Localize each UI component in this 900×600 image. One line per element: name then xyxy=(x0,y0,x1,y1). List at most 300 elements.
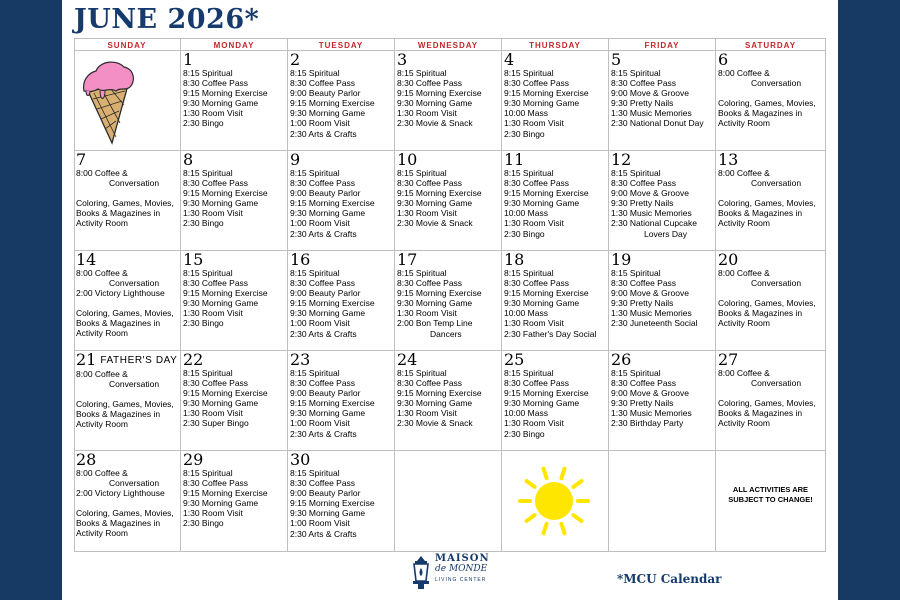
day-number xyxy=(397,251,499,268)
event-item: Coloring, Games, Movies, xyxy=(76,399,174,410)
event-item: Books & Magazines in xyxy=(718,208,803,219)
event-item: Dancers xyxy=(430,328,462,339)
day-number xyxy=(183,51,285,68)
event-item: 2:30 Arts & Crafts xyxy=(290,328,357,339)
event-spacer xyxy=(76,498,178,508)
event-item: 9:15 Morning Exercise xyxy=(504,288,589,299)
day-cell-1 xyxy=(181,51,288,151)
day-number-text: 14 xyxy=(76,251,97,269)
event-item: Activity Room xyxy=(718,418,770,429)
day-number xyxy=(718,51,823,68)
event-item: 9:15 Morning Exercise xyxy=(290,198,375,209)
day-header-tuesday: TUESDAY xyxy=(288,38,395,51)
day-number xyxy=(290,151,392,168)
event-item: 9:30 Morning Game xyxy=(183,398,259,409)
day-number-text: 4 xyxy=(504,51,515,69)
day-cell-21 xyxy=(74,351,181,451)
event-item: 8:00 Coffee & xyxy=(76,168,128,178)
event-item: 8:30 Coffee Pass xyxy=(183,278,249,289)
event-item: 9:30 Morning Game xyxy=(504,298,580,309)
day-cell-8 xyxy=(181,151,288,251)
day-cell-28 xyxy=(74,451,181,552)
event-item: 1:30 Room Visit xyxy=(183,308,243,319)
day-number-text: 3 xyxy=(397,51,408,69)
day-cell-22 xyxy=(181,351,288,451)
event-item: 2:00 Victory Lighthouse xyxy=(76,288,165,299)
event-item: 1:30 Room Visit xyxy=(504,318,564,329)
day-cell-30 xyxy=(288,451,395,552)
day-number-text: 15 xyxy=(183,251,204,269)
calendar-page xyxy=(62,0,838,600)
event-item: 1:30 Room Visit xyxy=(183,108,243,119)
logo-text-living-center: LIVING CENTER xyxy=(435,577,487,583)
day-number xyxy=(504,351,606,368)
event-item: 1:30 Music Memories xyxy=(611,108,692,119)
event-item: 9:30 Morning Game xyxy=(290,108,366,119)
event-item: Conversation xyxy=(751,178,802,189)
event-item: 9:15 Morning Exercise xyxy=(290,498,375,509)
event-item: Activity Room xyxy=(76,218,128,229)
event-item: Books & Magazines in xyxy=(718,308,803,319)
empty-day-cell xyxy=(609,451,716,552)
day-number xyxy=(718,151,823,168)
event-item: 8:30 Coffee Pass xyxy=(397,278,463,289)
event-item: 8:15 Spiritual xyxy=(183,168,233,178)
event-item: 8:30 Coffee Pass xyxy=(183,78,249,89)
day-cell-29 xyxy=(181,451,288,552)
event-item: 8:30 Coffee Pass xyxy=(397,378,463,389)
event-item: 1:00 Room Visit xyxy=(290,318,350,329)
day-cell-15 xyxy=(181,251,288,351)
event-item: 2:30 Super Bingo xyxy=(183,418,249,429)
event-item: 9:30 Pretty Nails xyxy=(611,98,674,109)
event-item: 9:00 Move & Groove xyxy=(611,88,689,99)
event-item: 9:30 Morning Game xyxy=(183,498,259,509)
empty-day-cell xyxy=(502,451,609,552)
day-cell-19 xyxy=(609,251,716,351)
day-header-sunday: SUNDAY xyxy=(74,38,181,51)
event-item: 8:15 Spiritual xyxy=(397,368,447,378)
day-cell-25 xyxy=(502,351,609,451)
event-item: 1:30 Music Memories xyxy=(611,308,692,319)
event-item: 9:30 Morning Game xyxy=(290,508,366,519)
event-item: Books & Magazines in xyxy=(76,409,161,420)
maison-de-monde-logo xyxy=(410,553,492,593)
day-number-text: 27 xyxy=(718,351,739,369)
event-item: 9:15 Morning Exercise xyxy=(183,388,268,399)
day-number xyxy=(290,51,392,68)
event-item: 8:00 Coffee & xyxy=(76,369,128,379)
event-item: 8:15 Spiritual xyxy=(397,68,447,78)
day-number-text: 1 xyxy=(183,51,194,69)
event-item: 8:00 Coffee & xyxy=(718,68,770,78)
day-number xyxy=(76,351,178,369)
event-item: 8:15 Spiritual xyxy=(183,268,233,278)
event-item: 8:15 Spiritual xyxy=(504,68,554,78)
event-item: 8:15 Spiritual xyxy=(504,268,554,278)
day-number-text: 23 xyxy=(290,351,311,369)
event-item: 2:30 Movie & Snack xyxy=(397,218,473,229)
day-cell-16 xyxy=(288,251,395,351)
event-item: 8:15 Spiritual xyxy=(183,368,233,378)
event-item: 9:15 Morning Exercise xyxy=(183,188,268,199)
day-cell-13 xyxy=(716,151,826,251)
event-item: Activity Room xyxy=(718,218,770,229)
event-item: 9:15 Morning Exercise xyxy=(183,88,268,99)
event-item: 8:30 Coffee Pass xyxy=(504,78,570,89)
empty-day-cell xyxy=(716,451,826,552)
event-item: 9:30 Pretty Nails xyxy=(611,298,674,309)
empty-day-cell xyxy=(74,51,181,151)
day-number xyxy=(183,151,285,168)
event-item: 9:00 Beauty Parlor xyxy=(290,88,361,99)
event-item: 10:00 Mass xyxy=(504,108,548,119)
event-item: 8:30 Coffee Pass xyxy=(397,178,463,189)
event-item: Activity Room xyxy=(76,528,128,539)
event-item: 1:30 Room Visit xyxy=(397,408,457,419)
day-number-text: 30 xyxy=(290,451,311,469)
event-item: 2:30 Bingo xyxy=(183,118,224,129)
event-item: 9:15 Morning Exercise xyxy=(397,88,482,99)
event-item: 9:30 Morning Game xyxy=(183,298,259,309)
event-item: 2:30 Bingo xyxy=(183,318,224,329)
event-item: 2:30 Bingo xyxy=(183,518,224,529)
event-item: 1:00 Room Visit xyxy=(290,118,350,129)
day-number-text: 20 xyxy=(718,251,739,269)
day-number-text: 26 xyxy=(611,351,632,369)
event-item: 8:00 Coffee & xyxy=(718,168,770,178)
event-item: 1:30 Room Visit xyxy=(504,118,564,129)
subject-to-change-notice: ALL ACTIVITIES ARE SUBJECT TO CHANGE! xyxy=(728,485,813,504)
event-item: 8:30 Coffee Pass xyxy=(611,178,677,189)
event-item: 9:00 Beauty Parlor xyxy=(290,188,361,199)
event-item: 9:30 Morning Game xyxy=(183,98,259,109)
event-item: 9:30 Pretty Nails xyxy=(611,398,674,409)
event-item: Conversation xyxy=(751,378,802,389)
day-cell-9 xyxy=(288,151,395,251)
event-item: 8:30 Coffee Pass xyxy=(290,178,356,189)
calendar-grid xyxy=(74,38,826,552)
day-number-text: 7 xyxy=(76,151,87,169)
event-item: 8:15 Spiritual xyxy=(290,268,340,278)
event-item: 8:30 Coffee Pass xyxy=(290,278,356,289)
day-number xyxy=(290,451,392,468)
event-item: 9:30 Morning Game xyxy=(397,298,473,309)
event-spacer xyxy=(718,288,823,298)
day-number-text: 13 xyxy=(718,151,739,169)
event-item: 1:30 Room Visit xyxy=(397,308,457,319)
event-item: Books & Magazines in xyxy=(76,518,161,529)
event-item: Conversation xyxy=(109,478,160,489)
event-item: 9:15 Morning Exercise xyxy=(183,488,268,499)
day-number-text: 6 xyxy=(718,51,729,69)
day-number xyxy=(76,251,178,268)
day-cell-17 xyxy=(395,251,502,351)
event-item: 8:30 Coffee Pass xyxy=(183,178,249,189)
day-header-monday: MONDAY xyxy=(181,38,288,51)
event-item: 1:30 Room Visit xyxy=(397,208,457,219)
day-number-text: 16 xyxy=(290,251,311,269)
day-number xyxy=(504,51,606,68)
event-item: 2:30 Arts & Crafts xyxy=(290,528,357,539)
event-item: 2:30 National Cupcake xyxy=(611,218,698,229)
event-item: Coloring, Games, Movies, xyxy=(718,98,816,109)
event-item: 8:30 Coffee Pass xyxy=(504,178,570,189)
day-number xyxy=(183,351,285,368)
event-item: 2:30 Movie & Snack xyxy=(397,418,473,429)
event-item: Books & Magazines in xyxy=(718,408,803,419)
lantern-icon xyxy=(410,555,432,591)
event-item: Activity Room xyxy=(718,318,770,329)
event-item: Activity Room xyxy=(76,328,128,339)
event-item: 8:30 Coffee Pass xyxy=(397,78,463,89)
day-cell-27 xyxy=(716,351,826,451)
day-header-saturday: SATURDAY xyxy=(716,38,826,51)
event-item: 8:30 Coffee Pass xyxy=(504,278,570,289)
event-item: Coloring, Games, Movies, xyxy=(718,398,816,409)
event-item: 8:30 Coffee Pass xyxy=(183,478,249,489)
day-number xyxy=(504,251,606,268)
event-item: 8:30 Coffee Pass xyxy=(290,378,356,389)
event-item: 8:15 Spiritual xyxy=(290,368,340,378)
event-item: 9:30 Morning Game xyxy=(397,98,473,109)
day-number-text: 8 xyxy=(183,151,194,169)
day-cell-2 xyxy=(288,51,395,151)
event-item: 1:30 Room Visit xyxy=(183,508,243,519)
day-number xyxy=(611,351,713,368)
event-item: 8:30 Coffee Pass xyxy=(183,378,249,389)
event-spacer xyxy=(76,389,178,399)
event-item: 8:15 Spiritual xyxy=(611,68,661,78)
day-header-friday: FRIDAY xyxy=(609,38,716,51)
holiday-label: FATHER'S DAY xyxy=(100,355,178,366)
event-item: 8:15 Spiritual xyxy=(504,168,554,178)
event-item: 2:00 Victory Lighthouse xyxy=(76,488,165,499)
event-item: 2:30 Juneteenth Social xyxy=(611,318,698,329)
event-item: 8:00 Coffee & xyxy=(718,368,770,378)
event-item: 9:00 Beauty Parlor xyxy=(290,488,361,499)
event-item: 9:30 Morning Game xyxy=(397,398,473,409)
day-number-text: 19 xyxy=(611,251,632,269)
event-item: 10:00 Mass xyxy=(504,408,548,419)
event-item: 1:30 Room Visit xyxy=(504,418,564,429)
event-item: Activity Room xyxy=(718,118,770,129)
day-number xyxy=(290,251,392,268)
event-item: 9:15 Morning Exercise xyxy=(183,288,268,299)
event-item: 8:15 Spiritual xyxy=(611,268,661,278)
day-number xyxy=(611,251,713,268)
day-cell-12 xyxy=(609,151,716,251)
event-item: 9:30 Morning Game xyxy=(183,198,259,209)
event-item: Coloring, Games, Movies, xyxy=(718,198,816,209)
event-item: 10:00 Mass xyxy=(504,208,548,219)
event-item: 9:30 Morning Game xyxy=(504,98,580,109)
day-number xyxy=(611,51,713,68)
event-item: Coloring, Games, Movies, xyxy=(76,198,174,209)
day-cell-18 xyxy=(502,251,609,351)
day-number xyxy=(76,151,178,168)
event-item: 9:30 Morning Game xyxy=(504,398,580,409)
event-item: 9:15 Morning Exercise xyxy=(290,398,375,409)
event-item: 9:00 Beauty Parlor xyxy=(290,288,361,299)
event-item: 2:30 Bingo xyxy=(504,228,545,239)
day-number xyxy=(397,351,499,368)
day-cell-11 xyxy=(502,151,609,251)
event-item: Conversation xyxy=(109,178,160,189)
day-number xyxy=(76,451,178,468)
event-item: 1:00 Room Visit xyxy=(290,518,350,529)
day-number-text: 29 xyxy=(183,451,204,469)
event-spacer xyxy=(76,188,178,198)
event-item: Coloring, Games, Movies, xyxy=(76,508,174,519)
day-cell-3 xyxy=(395,51,502,151)
event-item: 8:15 Spiritual xyxy=(290,468,340,478)
event-item: 2:30 Arts & Crafts xyxy=(290,228,357,239)
event-item: 2:30 Arts & Crafts xyxy=(290,128,357,139)
day-number xyxy=(718,251,823,268)
empty-day-cell xyxy=(395,451,502,552)
event-item: 8:30 Coffee Pass xyxy=(504,378,570,389)
logo-text-maison: MAISON xyxy=(435,553,490,564)
event-spacer xyxy=(718,188,823,198)
day-number-text: 2 xyxy=(290,51,301,69)
day-number xyxy=(504,151,606,168)
event-item: 8:15 Spiritual xyxy=(183,468,233,478)
event-spacer xyxy=(718,388,823,398)
event-item: 9:15 Morning Exercise xyxy=(397,288,482,299)
event-item: 10:00 Mass xyxy=(504,308,548,319)
day-number-text: 11 xyxy=(504,151,525,169)
day-number xyxy=(718,351,823,368)
day-number-text: 18 xyxy=(504,251,525,269)
event-item: 9:30 Morning Game xyxy=(504,198,580,209)
event-item: 8:00 Coffee & xyxy=(76,468,128,478)
event-item: 9:15 Morning Exercise xyxy=(504,88,589,99)
day-number-text: 5 xyxy=(611,51,622,69)
day-number xyxy=(183,451,285,468)
event-item: 9:15 Morning Exercise xyxy=(504,388,589,399)
day-number-text: 10 xyxy=(397,151,418,169)
day-cell-24 xyxy=(395,351,502,451)
event-item: 2:30 Arts & Crafts xyxy=(290,428,357,439)
logo-text-demonde: de MONDE xyxy=(435,564,488,574)
event-item: 8:15 Spiritual xyxy=(611,368,661,378)
day-header-thursday: THURSDAY xyxy=(502,38,609,51)
event-item: 8:00 Coffee & xyxy=(76,268,128,278)
event-item: Conversation xyxy=(751,78,802,89)
event-item: 1:00 Room Visit xyxy=(290,418,350,429)
event-item: Books & Magazines in xyxy=(76,318,161,329)
event-item: 8:15 Spiritual xyxy=(611,168,661,178)
ice-cream-cone-icon xyxy=(80,57,140,147)
event-item: Conversation xyxy=(109,278,160,289)
event-item: Books & Magazines in xyxy=(718,108,803,119)
event-item: Conversation xyxy=(751,278,802,289)
day-cell-6 xyxy=(716,51,826,151)
event-item: 9:15 Morning Exercise xyxy=(504,188,589,199)
event-item: 9:00 Move & Groove xyxy=(611,188,689,199)
event-item: 2:30 National Donut Day xyxy=(611,118,704,129)
event-item: 8:00 Coffee & xyxy=(718,268,770,278)
day-cell-14 xyxy=(74,251,181,351)
event-item: 1:30 Room Visit xyxy=(504,218,564,229)
event-item: 9:00 Move & Groove xyxy=(611,288,689,299)
day-number-text: 22 xyxy=(183,351,204,369)
event-item: 9:15 Morning Exercise xyxy=(397,188,482,199)
event-item: 9:00 Move & Groove xyxy=(611,388,689,399)
event-item: Coloring, Games, Movies, xyxy=(76,308,174,319)
event-item: 8:30 Coffee Pass xyxy=(611,78,677,89)
calendar-title: JUNE 2026* xyxy=(74,4,260,35)
event-item: 2:30 Bingo xyxy=(504,428,545,439)
event-item: 2:30 Father's Day Social xyxy=(504,328,597,339)
day-cell-7 xyxy=(74,151,181,251)
day-number xyxy=(183,251,285,268)
event-item: 8:30 Coffee Pass xyxy=(611,278,677,289)
day-number xyxy=(397,51,499,68)
event-item: Coloring, Games, Movies, xyxy=(718,298,816,309)
day-number xyxy=(290,351,392,368)
event-spacer xyxy=(718,88,823,98)
event-item: 8:30 Coffee Pass xyxy=(611,378,677,389)
event-item: 1:30 Room Visit xyxy=(397,108,457,119)
event-item: 9:30 Morning Game xyxy=(290,408,366,419)
day-number xyxy=(397,151,499,168)
day-cell-20 xyxy=(716,251,826,351)
event-item: 2:30 Bingo xyxy=(504,128,545,139)
day-cell-5 xyxy=(609,51,716,151)
day-number-text: 28 xyxy=(76,451,97,469)
day-number-text: 12 xyxy=(611,151,632,169)
event-item: Books & Magazines in xyxy=(76,208,161,219)
day-number-text: 25 xyxy=(504,351,525,369)
sun-icon xyxy=(514,459,594,543)
day-number-text: 17 xyxy=(397,251,418,269)
event-item: 2:30 Birthday Party xyxy=(611,418,684,429)
day-cell-10 xyxy=(395,151,502,251)
event-item: 1:30 Room Visit xyxy=(183,208,243,219)
event-item: 9:30 Morning Game xyxy=(290,208,366,219)
mcu-calendar-note: *MCU Calendar xyxy=(617,572,722,586)
day-header-wednesday: WEDNESDAY xyxy=(395,38,502,51)
event-item: 9:30 Morning Game xyxy=(397,198,473,209)
event-item: 1:00 Room Visit xyxy=(290,218,350,229)
event-item: Conversation xyxy=(109,379,160,390)
day-cell-26 xyxy=(609,351,716,451)
event-item: 8:15 Spiritual xyxy=(290,68,340,78)
event-item: 8:15 Spiritual xyxy=(504,368,554,378)
event-item: 8:30 Coffee Pass xyxy=(290,478,356,489)
event-item: 1:30 Room Visit xyxy=(183,408,243,419)
event-item: 8:15 Spiritual xyxy=(397,268,447,278)
day-cell-23 xyxy=(288,351,395,451)
day-number xyxy=(611,151,713,168)
event-item: 8:15 Spiritual xyxy=(397,168,447,178)
event-item: Activity Room xyxy=(76,419,128,430)
day-cell-4 xyxy=(502,51,609,151)
event-item: 2:30 Bingo xyxy=(183,218,224,229)
event-item: 9:15 Morning Exercise xyxy=(290,98,375,109)
event-item: 8:30 Coffee Pass xyxy=(290,78,356,89)
event-item: 2:30 Movie & Snack xyxy=(397,118,473,129)
event-item: 9:15 Morning Exercise xyxy=(290,298,375,309)
event-item: 1:30 Music Memories xyxy=(611,408,692,419)
event-item: 9:00 Beauty Parlor xyxy=(290,388,361,399)
day-number-text: 21 xyxy=(76,351,97,369)
event-item: 8:15 Spiritual xyxy=(290,168,340,178)
event-spacer xyxy=(76,298,178,308)
event-item: 9:30 Morning Game xyxy=(290,308,366,319)
